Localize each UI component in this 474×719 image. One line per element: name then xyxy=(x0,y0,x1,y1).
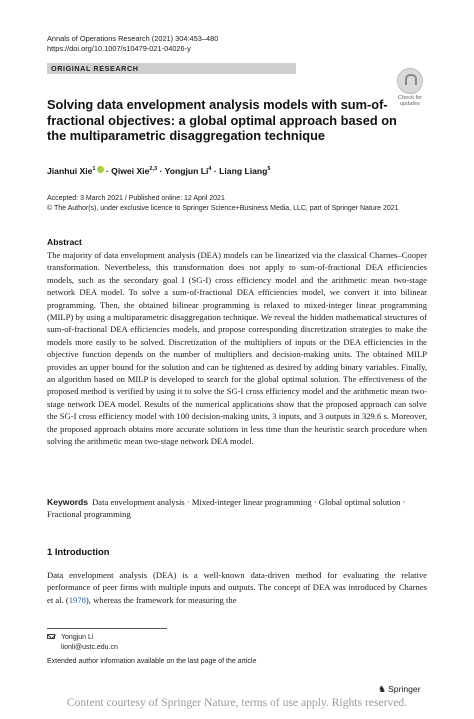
check-for-updates-label: Check for updates xyxy=(398,95,422,108)
introduction-heading: 1 Introduction xyxy=(47,546,110,557)
abstract-body: The majority of data envelopment analysis (DEA) models can be linearized via the classical Charnes–Cooper transformation. Nevertheless, this transformation does not apply to sum-of-fractional DEA efficiencies models, such as the secondary goal I (SG-I) cross efficiency model and the arithmetic mean two-stage network DEA model. To solve a sum-of-fractional DEA efficiencies model, we convert it into bilinear programming. Then, the obtained bilinear programming is relaxed to mixed-integer linear programming (MILP) by using a multiparametric disaggregation technique. We reveal the hidden mathematical structures of sum-of-fractional DEA efficiencies models, and propose corresponding discretization strategies to make the models more easily to be solved. Discretization of the multipliers of inputs or the DEA efficiencies in the objective function depends on the number of multipliers and decision-making units. The obtained MILP provides an upper bound for the solution and can be tightened as desired by adding binary variables. Finally, an algorithm based on MILP is developed to search for the global optimal solution. The effectiveness of the proposed method is verified by using it to solve the SG-I cross efficiency model and the arithmetic mean two-stage network DEA model. Results of the numerical applications show that the proposed approach can solve the SG-I cross efficiency model with 100 decision-making units, 3 inputs, and 3 outputs in 329.6 s. Moreover, the proposed approach obtains more accurate solutions in less time than the heuristic search procedure when solving the arithmetic mean two-stage network DEA model. xyxy=(47,250,427,447)
journal-header xyxy=(47,34,218,53)
publication-dates xyxy=(47,194,447,214)
author-list: Jianhui Xie$^1$ · Qiwei Xie$^{2,3}$ · Yongjun $Li^4$ · Liang Liang$^5$ xyxy=(47,165,271,176)
springer-horse-icon: ♞ xyxy=(378,684,387,694)
doi-link[interactable]: https://doi.org/10.1007/s10479-021-04026-y xyxy=(47,43,191,53)
corresponding-email[interactable]: lionli@ustc.edu.cn xyxy=(61,643,118,651)
citation-link[interactable]: 1978 xyxy=(68,594,86,605)
orcid-icon[interactable] xyxy=(97,166,104,173)
keywords-label: Keywords xyxy=(47,497,89,507)
journal-citation: Annals of Operations Research (2021) 304:453–480 xyxy=(47,34,219,43)
extended-author-info: Extended author information available on the last page of the article xyxy=(47,658,257,665)
article-title: Solving data envelopment analysis models with sum-of-fractional objectives: a global optimal approach based on the multiparametric disaggregation technique xyxy=(47,97,397,144)
courtesy-notice: Content courtesy of Springer Nature, terms of use apply. Rights reserved. xyxy=(66,696,408,709)
author-name[interactable]: Qiwei Xie$^{2,3}$ xyxy=(111,165,158,176)
crossmark-icon xyxy=(397,68,423,94)
abstract-heading: Abstract xyxy=(47,237,82,247)
accepted-published-dates: Accepted: 3 March 2021 / Published online: 12 April 2021 xyxy=(47,195,225,202)
keywords-list: Data envelopment analysis · Mixed-integer linear programming · Global optimal solution · Fractional programming xyxy=(47,497,406,520)
footnote-divider xyxy=(47,628,167,629)
envelope-icon xyxy=(47,634,55,640)
introduction-body: Data envelopment analysis (DEA) is a well-known data-driven method for evaluating the relative performance of peer firms with multiple inputs and outputs. The concept of DEA was introduced by Charnes et al. (1978), whereas the framework for measuring the xyxy=(47,570,427,605)
author-name[interactable]: Liang Liang$^5$ xyxy=(219,165,271,176)
author-name[interactable]: Yongjun Li$^4$ xyxy=(164,165,212,176)
copyright-notice: © The Author(s), under exclusive licence to Springer Science+Business Media, LLC, part of Springer Nature 2021 xyxy=(47,204,399,212)
section-label-banner: ORIGINAL RESEARCH xyxy=(47,63,296,74)
author-name[interactable]: Jianhui Xie$^1$ xyxy=(47,166,104,176)
publisher-name: Springer xyxy=(388,684,421,694)
springer-logo xyxy=(378,684,421,695)
corresponding-author-name: Yongjun Li xyxy=(61,634,94,641)
corresponding-author xyxy=(47,633,118,653)
keywords xyxy=(47,496,427,521)
